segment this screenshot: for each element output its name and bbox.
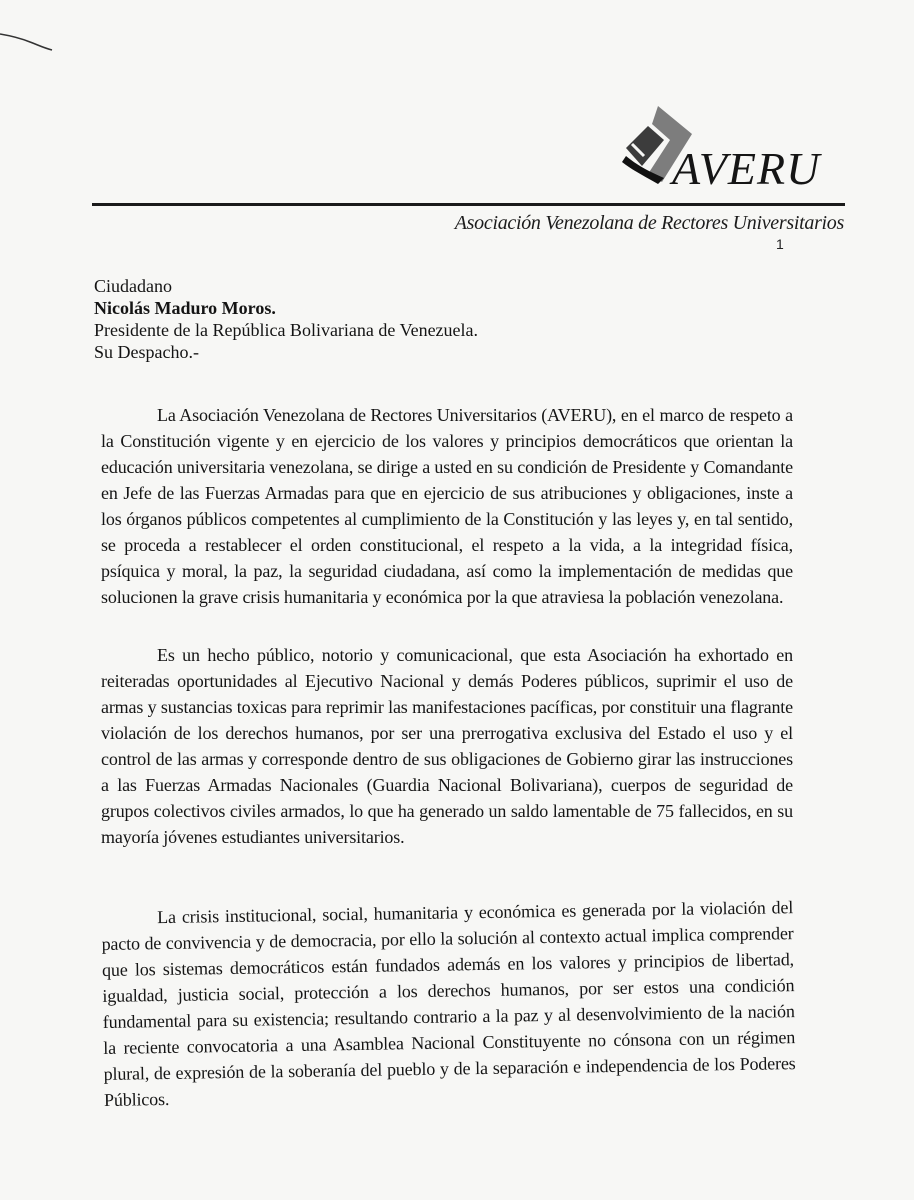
body-paragraph-2: Es un hecho público, notorio y comunicacional, que esta Asociación ha exhortado en reiteradas oportunidades al Ejecutivo Nacional y demás Poderes públicos, suprimir el uso de armas y sustancias toxicas para reprimir las manifestaciones pacíficas, por constituir una flagrante violación de los derechos humanos, por ser una prerrogativa exclusiva del Estado el uso y el control de las armas y corresponde dentro de sus obligaciones de Gobierno girar las instrucciones a las Fuerzas Armadas Nacionales (Guardia Nacional Bolivariana), cuerpos de seguridad de grupos colectivos civiles armados, lo que ha generado un saldo lamentable de 75 fallecidos, en su mayoría jóvenes estudiantes universitarios.	[101, 645, 793, 847]
recipient-salutation: Ciudadano	[94, 276, 172, 296]
organization-name: Asociación Venezolana de Rectores Universitarios	[454, 212, 844, 234]
averu-logo-text: AVERU	[672, 143, 821, 194]
recipient-title: Presidente de la República Bolivariana de Venezuela.	[94, 320, 479, 340]
page-number: 1	[776, 236, 784, 252]
body-paragraph-3: La crisis institucional, social, humanitaria y económica es generada por la violación del pacto de convivencia y de democracia, por ello la solución al contexto actual implica comprender que los sistemas democráticos están fundados además en los valores y principios de libertad, igualdad, justicia social, protección a los derechos humanos, por ser estos una condición fundamental para su existencia; resultando contrario a la paz y al desenvolvimiento de la nación la reciente convocatoria a una Asamblea Nacional Constituyente no cónsona con un régimen plural, de expresión de la soberanía del pueblo y de la separación e independencia de los Poderes Públicos.	[101, 897, 796, 1110]
header-rule	[92, 203, 845, 206]
recipient-office: Su Despacho.-	[94, 342, 199, 362]
scan-smudge-mark	[0, 28, 60, 58]
recipient-name: Nicolás Maduro Moros.	[94, 298, 276, 318]
recipient-block	[94, 275, 478, 363]
body-paragraph-1: La Asociación Venezolana de Rectores Universitarios (AVERU), en el marco de respeto a la Constitución vigente y en ejercicio de los valores y principios democráticos que orientan la educación universitaria venezolana, se dirige a usted en su condición de Presidente y Comandante en Jefe de las Fuerzas Armadas para que en ejercicio de sus atribuciones y obligaciones, inste a los órganos públicos competentes al cumplimiento de la Constitución y las leyes y, en tal sentido, se proceda a restablecer el orden constitucional, el respeto a la vida, a la integridad física, psíquica y moral, la paz, la seguridad ciudadana, así como la implementación de medidas que solucionen la grave crisis humanitaria y económica por la que atraviesa la población venezolana.	[101, 405, 793, 607]
